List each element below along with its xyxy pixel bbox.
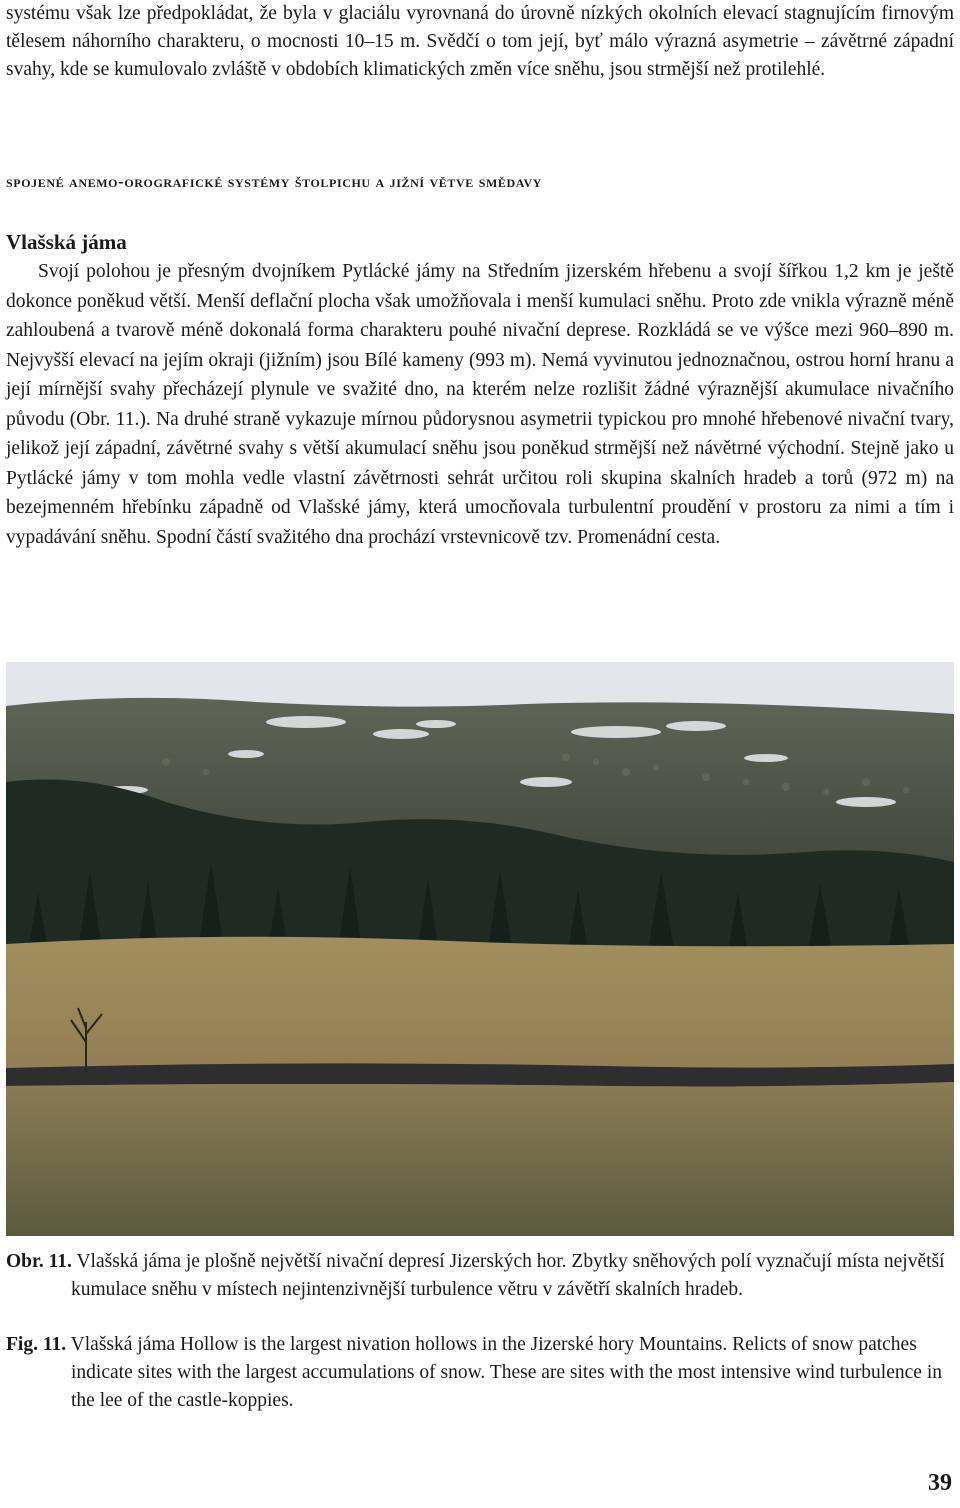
subsection-title: Vlašská jáma <box>6 230 127 254</box>
landscape-photo <box>6 662 954 1236</box>
foreground-grass <box>6 1082 954 1236</box>
section-heading: spojené anemo-orografické systémy štolpichu a jižní větve smědavy <box>6 172 543 191</box>
page-number: 39 <box>928 1470 952 1496</box>
caption-english-text: Vlašská jáma Hollow is the largest nivation hollows in the Jizerské hory Mountains. Relicts of snow patches indicate sites with the largest accumulations of snow. These are sites with the most intensive wind turbulence in the lee of the castle-koppies. <box>70 1334 942 1411</box>
caption-english <box>6 1331 954 1415</box>
caption-english-label: Fig. 11. <box>6 1334 67 1355</box>
intro-paragraph: systému však lze předpokládat, že byla v glaciálu vyrovnaná do úrovně nízkých okolních elevací stagnujícím firnovým tělesem náhorního charakteru, o mocnosti 10–15 m. Svědčí o tom její, byť málo výrazná asymetrie – závětrné západní svahy, kde se kumulovalo zvláště v obdobích klimatických změn více sněhu, jsou strmější než protilehlé. <box>6 3 954 80</box>
caption-czech-text: Vlašská jáma je plošně největší nivační depresí Jizerských hor. Zbytky sněhových polí vyznačují místa největší kumulace sněhu v místech nejintenzivnější turbulence větru v závětří skalních hradeb. <box>71 1251 945 1300</box>
caption-czech <box>6 1248 954 1304</box>
landscape-photo-illustration <box>6 662 954 1236</box>
caption-czech-label: Obr. 11. <box>6 1251 72 1272</box>
body-paragraph: Svojí polohou je přesným dvojníkem Pytlácké jámy na Středním jizerském hřebenu a svojí šířkou 1,2 km je ještě dokonce poněkud větší. Menší deflační plocha však umožňovala i menší kumulaci sněhu. Proto zde vnikla výrazně méně zahloubená a tvarově méně dokonalá forma charakteru pouhé nivační deprese. Rozkládá se ve výšce mezi 960–890 m. Nejvyšší elevací na jejím okraji (jižním) jsou Bílé kameny (993 m). Nemá vyvinutou jednoznačnou, ostrou horní hranu a její mírnější svahy přecházejí plynule ve svažité dno, na kterém nelze rozlišit žádné výraznější akumulace nivačního původu (Obr. 11.). Na druhé straně vykazuje mírnou půdorysnou asymetrii typickou pro mnohé hřebenové nivační tvary, jelikož její západní, závětrné svahy s větší akumulací sněhu jsou poněkud strmější než návětrné východní. Stejně jako u Pytlácké jámy v tom mohla vedle vlastní závětrnosti sehrát určitou roli skupina skalních hradeb a torů (972 m) na bezejmenném hřebínku západně od Vlašské jámy, která umocňovala turbulentní proudění v prostoru za nimi a tím i vypadávání sněhu. Spodní částí svažitého dna prochází vrstevnicově tzv. Promenádní cesta. <box>6 261 954 548</box>
